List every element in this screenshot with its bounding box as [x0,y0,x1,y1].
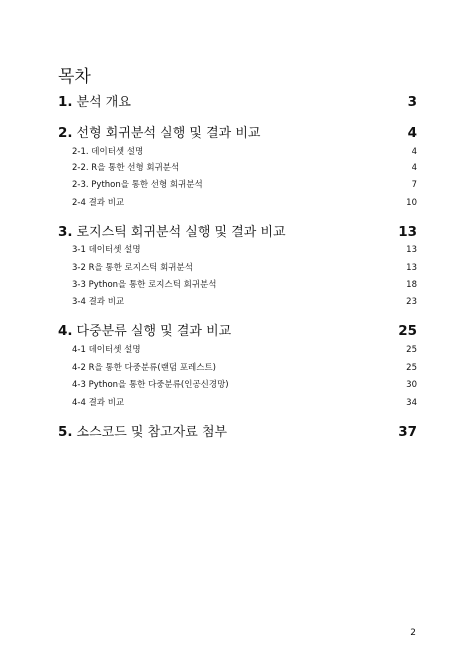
section-number: 4. [58,323,73,339]
subsection-page-number: 34 [406,398,417,408]
subsection-label: 4-4 결과 비교 [72,398,125,408]
section-page-number: 4 [407,125,417,141]
subsection-page-number: 25 [406,363,417,373]
subsection-label: 3-3 Python을 통한 로지스틱 회귀분석 [72,280,217,290]
subsection-page-number: 30 [406,380,417,390]
section-label: 로지스틱 회귀분석 실행 및 결과 비교 [76,225,286,240]
subsection-label: 4-3 Python을 통한 다중분류(인공신경망) [72,380,229,390]
section-page-number: 3 [407,94,417,110]
subsection-page-number: 25 [406,345,417,355]
subsection-page-number: 10 [406,198,417,208]
subsection-page-number: 23 [406,297,417,307]
section-label: 다중분류 실행 및 결과 비교 [76,324,232,339]
section-number: 3. [58,224,73,240]
toc-section-3[interactable] [58,221,417,240]
section-number: 1. [58,94,73,110]
subsection-label: 2-2. R을 통한 선형 회귀분석 [72,163,180,173]
toc-subsection-2-1[interactable] [72,145,417,157]
subsection-label: 3-2 R을 통한 로지스틱 회귀분석 [72,263,193,273]
section-page-number: 25 [398,323,417,339]
toc-subsection-4-1[interactable] [72,343,417,355]
subsection-page-number: 13 [406,245,417,255]
section-number: 2. [58,125,73,141]
subsection-page-number: 4 [411,163,417,173]
subsection-page-number: 18 [406,280,417,290]
toc-subsection-2-4[interactable] [72,196,417,208]
toc-section-4[interactable] [58,320,417,339]
subsection-label: 4-1 데이터셋 설명 [72,345,141,355]
subsection-label: 3-1 데이터셋 설명 [72,245,141,255]
section-label: 분석 개요 [76,95,131,110]
toc-subsection-4-3[interactable] [72,378,417,390]
toc-section-1[interactable] [58,91,417,110]
subsection-label: 4-2 R을 통한 다중분류(랜덤 포레스트) [72,363,216,373]
toc-subsection-3-4[interactable] [72,295,417,307]
section-label: 소스코드 및 참고자료 첨부 [76,425,228,440]
subsection-label: 2-1. 데이터셋 설명 [72,147,144,157]
page-number-footer: 2 [410,628,416,638]
toc-subsection-3-1[interactable] [72,243,417,255]
section-number: 5. [58,424,73,440]
toc-subsection-2-2[interactable] [72,161,417,173]
subsection-label: 3-4 결과 비교 [72,297,125,307]
toc-title: 목차 [58,67,91,87]
subsection-label: 2-4 결과 비교 [72,198,125,208]
toc-subsection-4-2[interactable] [72,361,417,373]
toc-subsection-2-3[interactable] [72,178,417,190]
toc-subsection-4-4[interactable] [72,396,417,408]
section-label: 선형 회귀분석 실행 및 결과 비교 [76,126,261,141]
section-page-number: 13 [398,224,417,240]
toc-section-5[interactable] [58,421,417,440]
subsection-page-number: 7 [411,180,417,190]
section-page-number: 37 [398,424,417,440]
subsection-label: 2-3. Python을 통한 선형 회귀분석 [72,180,203,190]
toc-subsection-3-2[interactable] [72,261,417,273]
toc-subsection-3-3[interactable] [72,278,417,290]
subsection-page-number: 4 [411,147,417,157]
toc-section-2[interactable] [58,122,417,141]
subsection-page-number: 13 [406,263,417,273]
